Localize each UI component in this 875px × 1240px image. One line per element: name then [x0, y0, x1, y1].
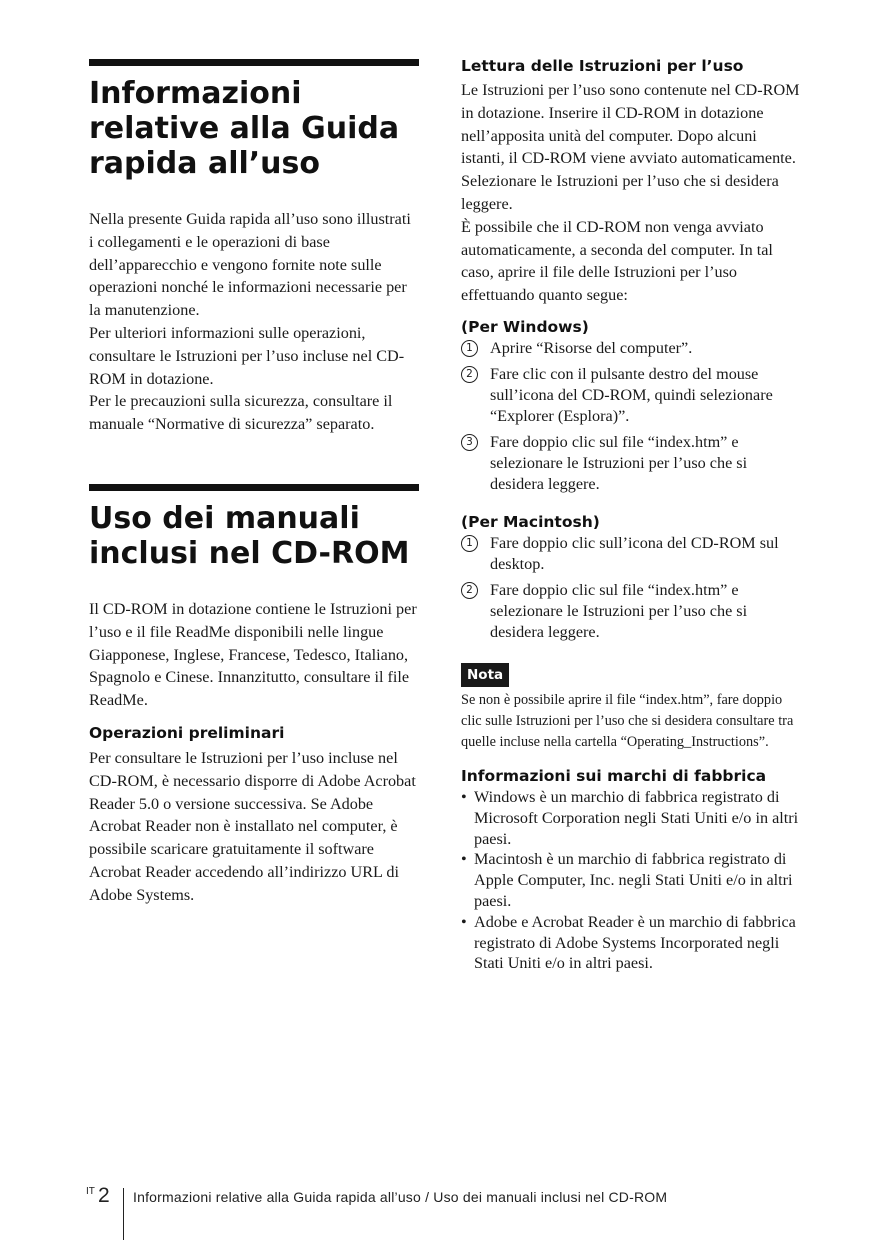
cdrom-body: Il CD-ROM in dotazione contiene le Istruzioni per l’uso e il file ReadMe disponibili nelle lingue Giapponese, Inglese, Francese, Tedesco, Italiano, Spagnolo e Cinese. Innanzitutto, consultare il file ReadMe. [89, 599, 417, 710]
windows-step [461, 338, 801, 359]
footer-divider [123, 1188, 124, 1240]
list-item [461, 849, 801, 911]
step-number-icon: 3 [461, 434, 478, 451]
section-title-guida: Informazioni relative alla Guida rapida all’uso [89, 76, 400, 181]
windows-heading: (Per Windows) [461, 317, 589, 336]
step-text: Fare doppio clic sull’icona del CD-ROM sul desktop. [490, 533, 779, 573]
step-text: Aprire “Risorse del computer”. [490, 338, 693, 357]
marchi-heading: Informazioni sui marchi di fabbrica [461, 766, 767, 785]
guida-body [89, 208, 419, 436]
bullet-icon: • [461, 850, 467, 869]
nota-badge: Nota [461, 663, 509, 687]
mac-step [461, 533, 801, 575]
step-text: Fare doppio clic sul file “index.htm” e selezionare le Istruzioni per l’uso che si desidera leggere. [490, 580, 748, 641]
guida-paragraph: Nella presente Guida rapida all’uso sono illustrati i collegamenti e le operazioni di base dell’apparecchio e vengono fornite note sulle operazioni nonché le informazioni necessarie per la manutenzione. [89, 210, 411, 320]
mac-heading: (Per Macintosh) [461, 512, 600, 531]
step-number-icon: 1 [461, 340, 478, 357]
language-code: IT [86, 1186, 95, 1197]
step-number-icon: 2 [461, 582, 478, 599]
marchi-list [461, 787, 801, 974]
lettura-body: Le Istruzioni per l’uso sono contenute nel CD-ROM in dotazione. Inserire il CD-ROM in dotazione nell’apposita unità del computer. Dopo alcuni istanti, il CD-ROM viene avviato automaticamente. Selezionare le Istruzioni per l’uso che si desidera leggere. È possibile che il CD-ROM non venga avviato automaticamente, a seconda del computer. In tal caso, aprire il file delle Istruzioni per l’uso effettuando quanto segue: [461, 81, 800, 305]
running-footer: Informazioni relative alla Guida rapida all’uso / Uso dei manuali inclusi nel CD-ROM [133, 1189, 668, 1205]
nota-text: Se non è possibile aprire il file “index.htm”, fare doppio clic sulle Istruzioni per l’uso che si desidera consultare tra quelle incluse nella cartella “Operating_Instructions”. [461, 691, 794, 750]
step-text: Fare clic con il pulsante destro del mouse sull’icona del CD-ROM, quindi selezionare “Explorer (Esplora)”. [490, 364, 773, 425]
list-item-text: Macintosh è un marchio di fabbrica registrato di Apple Computer, Inc. negli Stati Uniti e/o in altri paesi. [474, 850, 793, 910]
section-rule [89, 484, 419, 491]
guida-paragraph: Per ulteriori informazioni sulle operazioni, consultare le Istruzioni per l’uso incluse nel CD-ROM in dotazione. [89, 323, 405, 388]
left-column [89, 59, 419, 907]
step-number-icon: 1 [461, 535, 478, 552]
step-text: Fare doppio clic sul file “index.htm” e selezionare le Istruzioni per l’uso che si desidera leggere. [490, 432, 748, 493]
windows-step [461, 432, 801, 495]
windows-steps [461, 338, 801, 495]
page-number: 2 [98, 1184, 110, 1207]
preliminari-body: Per consultare le Istruzioni per l’uso incluse nel CD-ROM, è necessario disporre di Adobe Acrobat Reader 5.0 o versione successiva. Se Adobe Acrobat Reader non è installato nel computer, è possibile scaricare gratuitamente il software Acrobat Reader accedendo all’indirizzo URL di Adobe Systems. [89, 748, 416, 904]
preliminari-heading: Operazioni preliminari [89, 723, 285, 742]
windows-step [461, 364, 801, 427]
bullet-icon: • [461, 787, 467, 806]
list-item-text: Windows è un marchio di fabbrica registrato di Microsoft Corporation negli Stati Uniti e/o in altri paesi. [474, 787, 799, 848]
list-item [461, 787, 801, 849]
bullet-icon: • [461, 912, 467, 931]
right-column [461, 55, 801, 974]
nota-block [461, 663, 801, 753]
mac-step [461, 580, 801, 643]
mac-steps [461, 533, 801, 643]
section-title-cdrom: Uso dei manuali inclusi nel CD-ROM [89, 500, 410, 571]
lettura-heading: Lettura delle Istruzioni per l’uso [461, 57, 744, 75]
guida-paragraph: Per le precauzioni sulla sicurezza, consultare il manuale “Normative di sicurezza” separato. [89, 392, 393, 434]
list-item [461, 912, 801, 974]
section-rule [89, 59, 419, 66]
list-item-text: Adobe e Acrobat Reader è un marchio di fabbrica registrato di Adobe Systems Incorporated negli Stati Uniti e/o in altri paesi. [474, 912, 796, 973]
step-number-icon: 2 [461, 366, 478, 383]
